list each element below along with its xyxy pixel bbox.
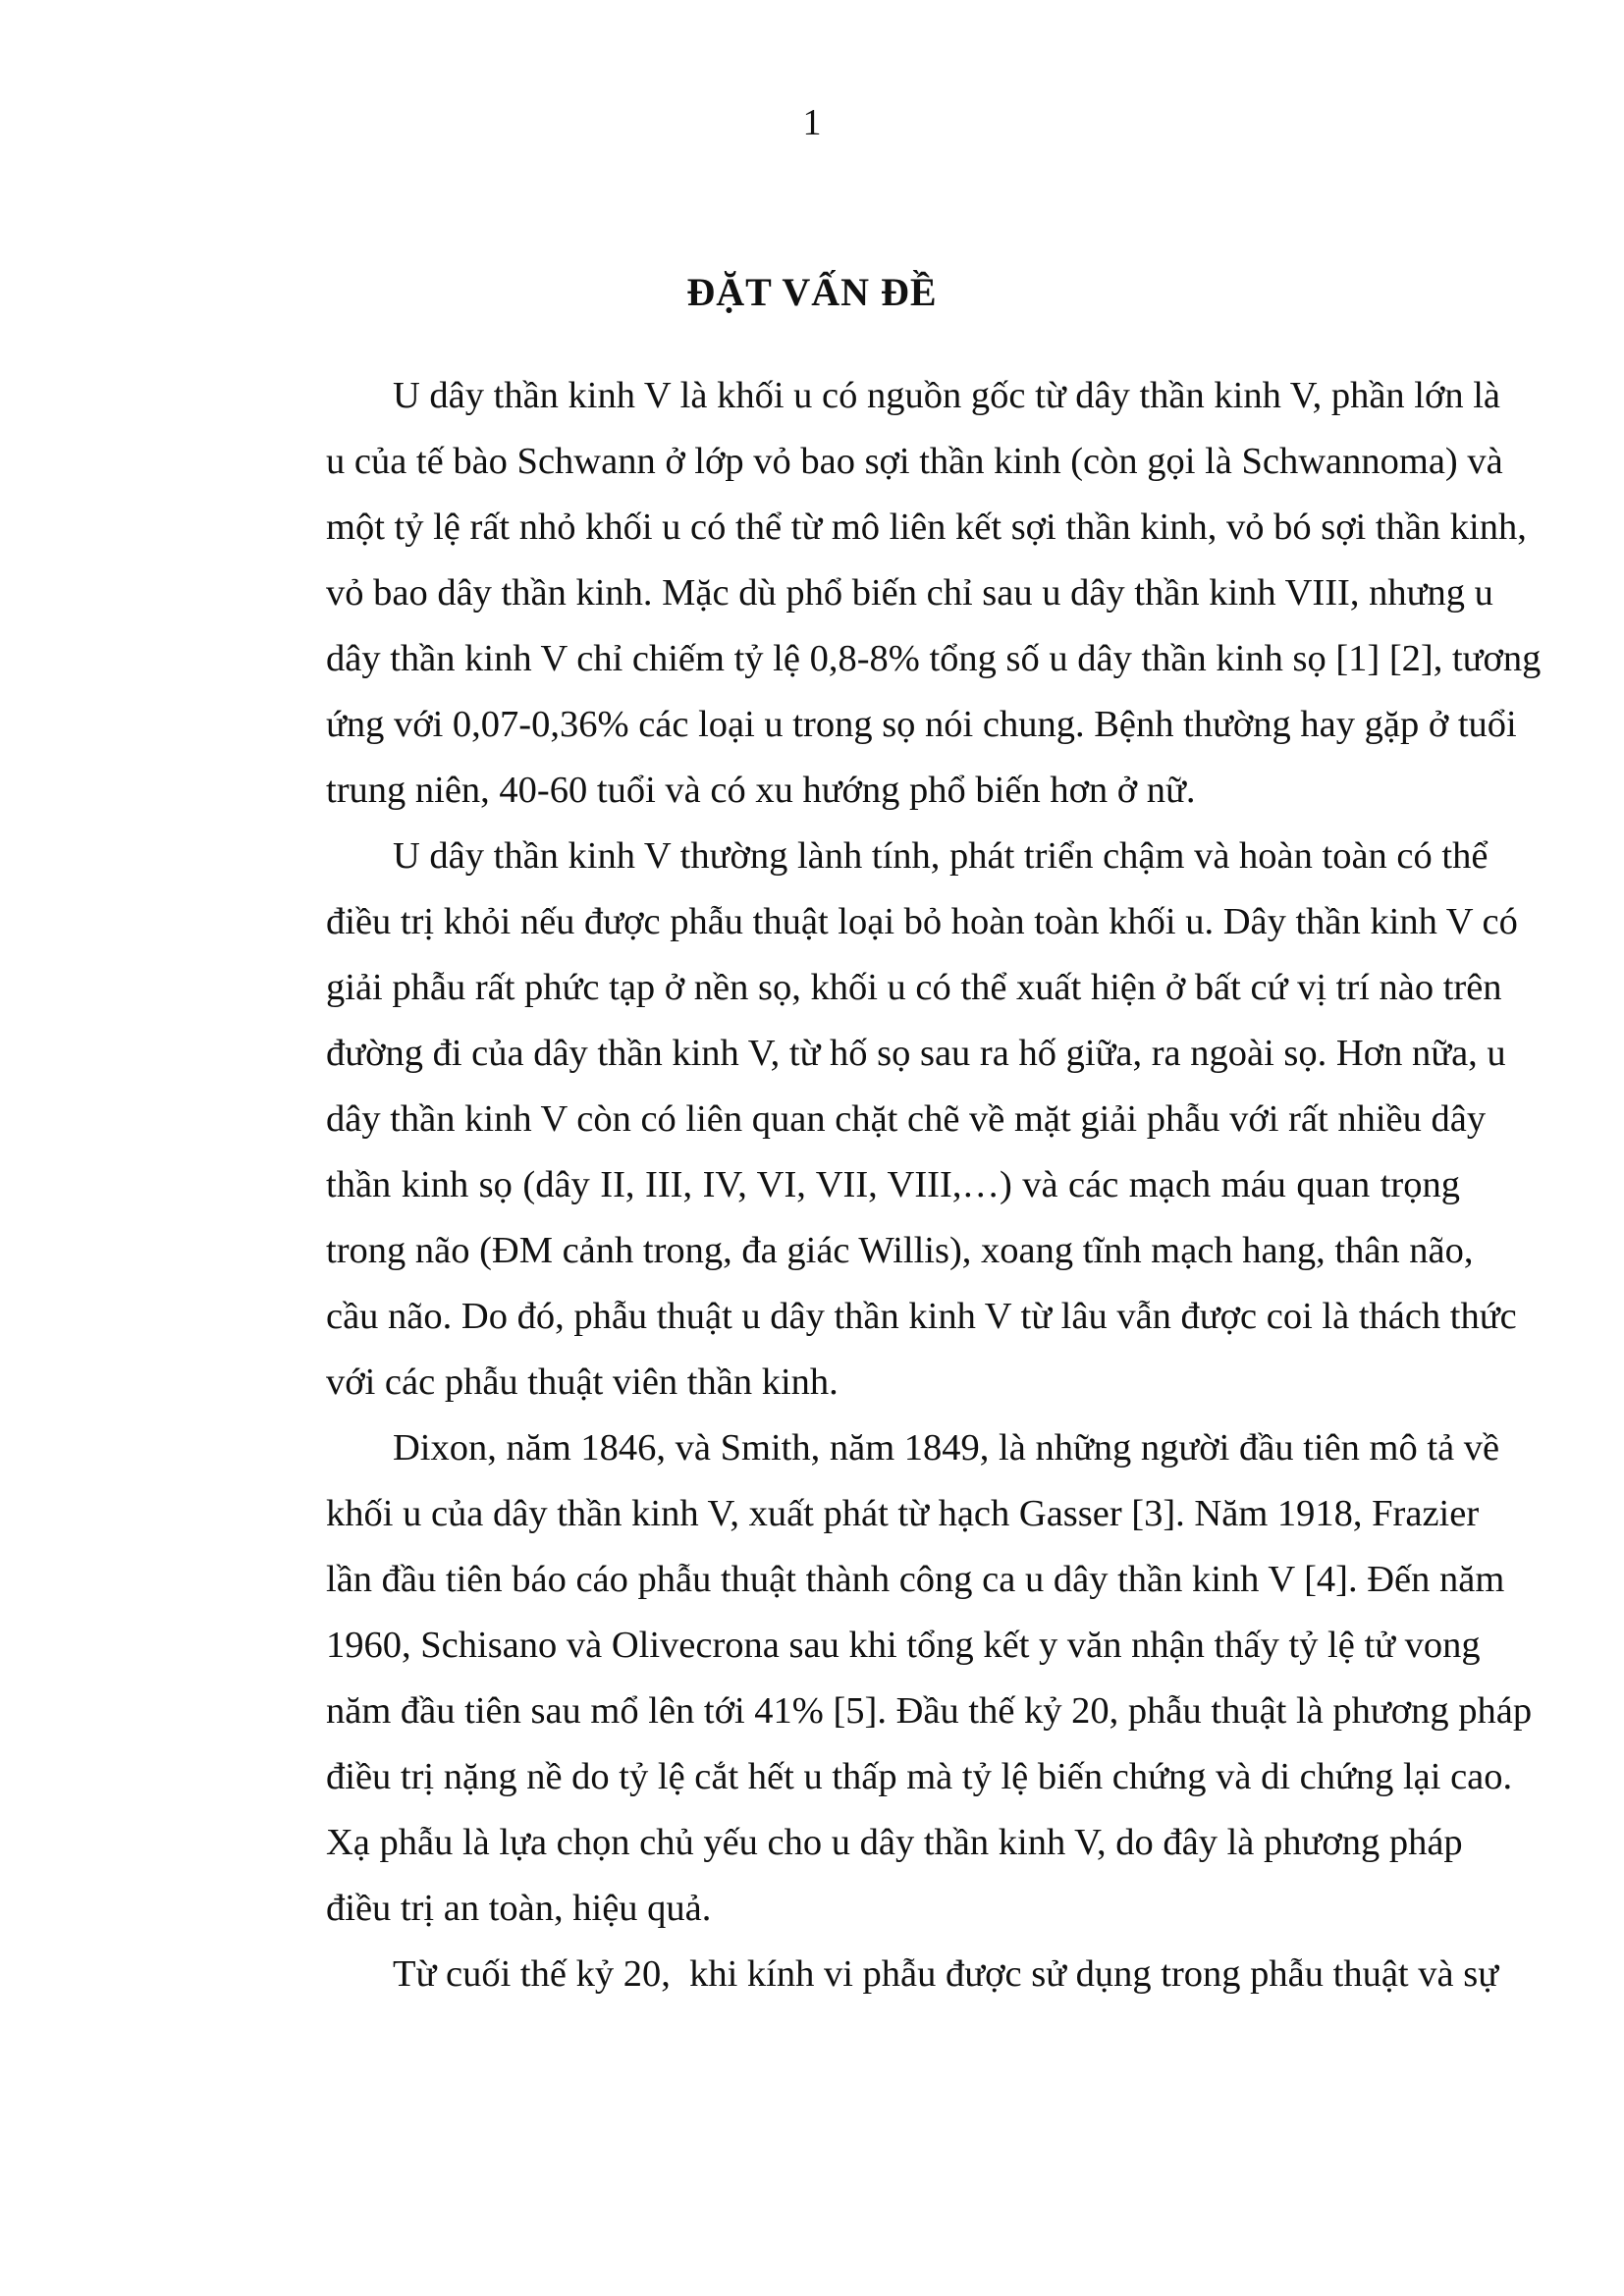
text-line: U dây thần kinh V là khối u có nguồn gốc từ dây thần kinh V, phần lớn là xyxy=(393,375,1501,416)
paragraph xyxy=(326,1942,1499,2007)
text-line: dây thần kinh V còn có liên quan chặt chẽ về mặt giải phẫu với rất nhiều dây xyxy=(326,1098,1487,1140)
text-line: cầu não. Do đó, phẫu thuật u dây thần kinh V từ lâu vẫn được coi là thách thức xyxy=(326,1296,1517,1337)
text-line: một tỷ lệ rất nhỏ khối u có thể từ mô liên kết sợi thần kinh, vỏ bó sợi thần kinh, xyxy=(326,507,1527,548)
text-line: U dây thần kinh V thường lành tính, phát triển chậm và hoàn toàn có thể xyxy=(393,835,1489,877)
page-number: 1 xyxy=(802,102,822,143)
paragraph xyxy=(326,363,1542,824)
text-line: trong não (ĐM cảnh trong, đa giác Willis), xoang tĩnh mạch hang, thân não, xyxy=(326,1230,1474,1271)
text-line: lần đầu tiên báo cáo phẫu thuật thành công ca u dây thần kinh V [4]. Đến năm xyxy=(326,1559,1505,1600)
paragraph xyxy=(326,1415,1533,1942)
text-line: điều trị an toàn, hiệu quả. xyxy=(326,1888,712,1929)
text-line: năm đầu tiên sau mổ lên tới 41% [5]. Đầu thế kỷ 20, phẫu thuật là phương pháp xyxy=(326,1690,1533,1732)
text-line: Xạ phẫu là lựa chọn chủ yếu cho u dây thần kinh V, do đây là phương pháp xyxy=(326,1822,1463,1863)
document-body xyxy=(326,363,1542,2007)
text-line: vỏ bao dây thần kinh. Mặc dù phổ biến chỉ sau u dây thần kinh VIII, nhưng u xyxy=(326,572,1493,614)
text-line: dây thần kinh V chỉ chiếm tỷ lệ 0,8-8% tổng số u dây thần kinh sọ [1] [2], tương xyxy=(326,638,1542,679)
text-line: Dixon, năm 1846, và Smith, năm 1849, là những người đầu tiên mô tả về xyxy=(393,1427,1500,1468)
text-line: giải phẫu rất phức tạp ở nền sọ, khối u có thể xuất hiện ở bất cứ vị trí nào trên xyxy=(326,967,1502,1008)
text-line: thần kinh sọ (dây II, III, IV, VI, VII, VIII,…) và các mạch máu quan trọng xyxy=(326,1164,1460,1205)
text-line: Từ cuối thế kỷ 20, khi kính vi phẫu được sử dụng trong phẫu thuật và sự xyxy=(393,1953,1499,1995)
section-heading: ĐẶT VẤN ĐỀ xyxy=(686,270,938,314)
text-line: khối u của dây thần kinh V, xuất phát từ hạch Gasser [3]. Năm 1918, Frazier xyxy=(326,1493,1480,1534)
text-line: điều trị khỏi nếu được phẫu thuật loại bỏ hoàn toàn khối u. Dây thần kinh V có xyxy=(326,901,1518,942)
paragraph xyxy=(326,824,1518,1415)
text-line: ứng với 0,07-0,36% các loại u trong sọ nói chung. Bệnh thường hay gặp ở tuổi xyxy=(326,704,1517,745)
text-line: trung niên, 40-60 tuổi và có xu hướng phổ biến hơn ở nữ. xyxy=(326,770,1196,811)
text-line: với các phẫu thuật viên thần kinh. xyxy=(326,1362,839,1403)
text-line: u của tế bào Schwann ở lớp vỏ bao sợi thần kinh (còn gọi là Schwannoma) và xyxy=(326,441,1503,482)
text-line: điều trị nặng nề do tỷ lệ cắt hết u thấp mà tỷ lệ biến chứng và di chứng lại cao. xyxy=(326,1756,1513,1797)
text-line: 1960, Schisano và Olivecrona sau khi tổng kết y văn nhận thấy tỷ lệ tử vong xyxy=(326,1625,1481,1666)
text-line: đường đi của dây thần kinh V, từ hố sọ sau ra hố giữa, ra ngoài sọ. Hơn nữa, u xyxy=(326,1033,1506,1074)
